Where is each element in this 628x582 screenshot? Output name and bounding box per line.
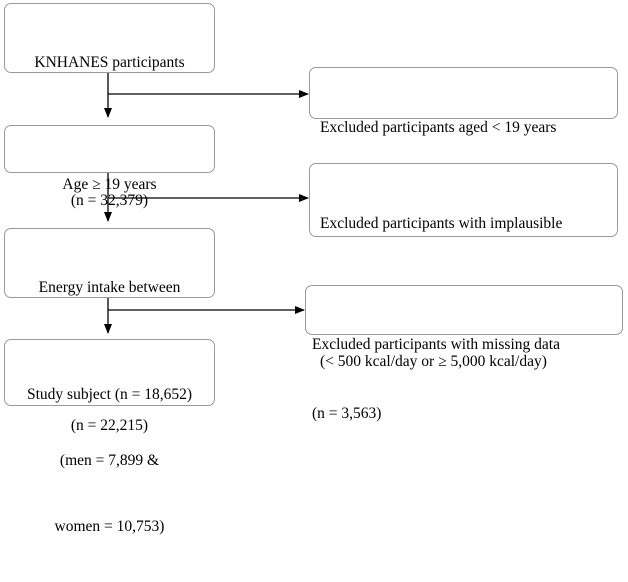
- box1-line-3: (n = 32,379): [70, 192, 149, 209]
- box-age-19-plus: [4, 125, 215, 193]
- box-exclusion-age: [309, 67, 618, 136]
- exclusion2-line-1: Excluded participants with implausible: [320, 215, 563, 232]
- box4-line-2: (men = 7,899 &: [59, 452, 160, 469]
- box3-line-1: Energy intake between: [38, 279, 181, 296]
- box2-line-1: Age ≥ 19 years: [62, 176, 157, 193]
- box3-line-3: (n = 22,215): [70, 417, 149, 434]
- exclusion3-line-2: (n = 3,563): [312, 405, 382, 422]
- exclusion2-line-3: (< 500 kcal/day or ≥ 5,000 kcal/day): [320, 353, 547, 370]
- box4-line-3: women = 10,753): [54, 518, 165, 535]
- exclusion3-line-1: Excluded participants with missing data: [312, 336, 560, 353]
- box4-line-1: Study subject (n = 18,652): [26, 386, 193, 403]
- box1-line-1: KNHANES participants: [34, 54, 185, 71]
- exclusion1-line-1: Excluded participants aged < 19 years: [320, 119, 557, 136]
